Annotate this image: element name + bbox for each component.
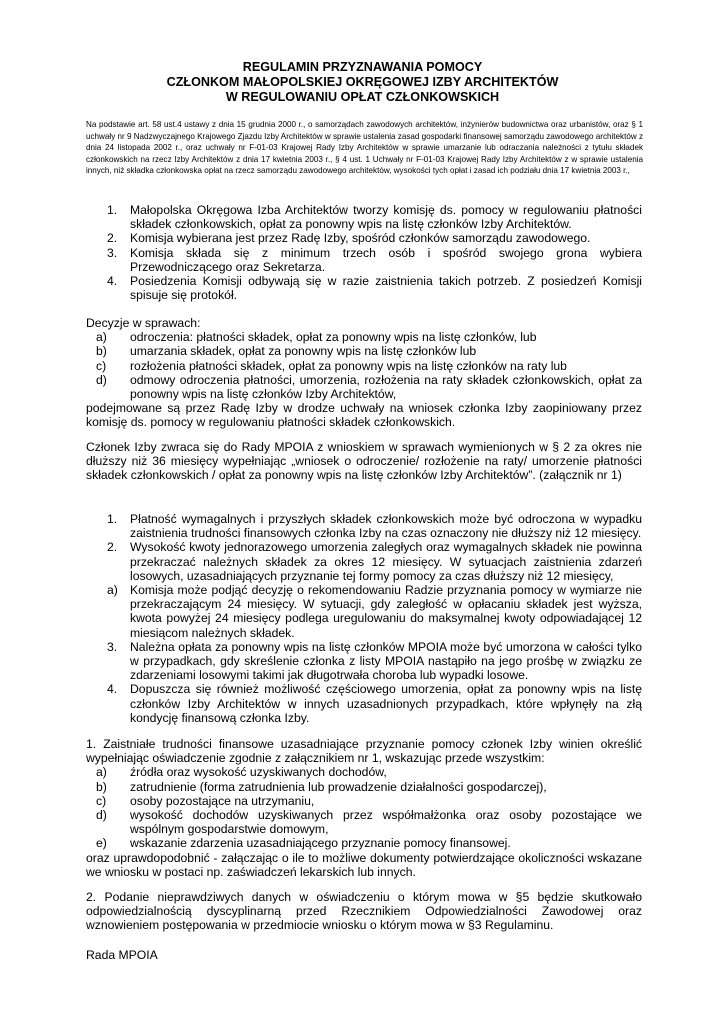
signature: Rada MPOIA — [86, 948, 158, 962]
list-item: a) źródła oraz wysokość uzyskiwanych dochodów, — [96, 765, 387, 780]
list-item: e) wskazanie zdarzenia uzasadniającego przyznanie pomocy finansowej. — [96, 836, 511, 851]
list-item: b) zatrudnienie (forma zatrudnienia lub prowadzenie działalności gospodarczej), — [96, 779, 547, 794]
list-item: b) umarzania składek, opłat za ponowny wpis na listę członków lub — [96, 344, 477, 359]
list-item: d) odmowy odroczenia płatności, umorzenia, rozłożenia na raty składek członkowskich, opłat za ponowny wpis na listę członków Izby Architektów, — [96, 372, 642, 402]
list-item: c) osoby pozostające na utrzymaniu, — [96, 793, 315, 808]
document-title — [60, 60, 665, 105]
section-decisions — [86, 316, 642, 430]
list-item: 4. Posiedzenia Komisji odbywają się w razie zaistnienia takich potrzeb. Z posiedzeń Komisji spisuje się protokół. — [107, 274, 642, 303]
declaration-outro: oraz uprawdopodobnić - załączając o ile to możliwe dokumenty potwierdzające okoliczności wskazane we wniosku w postaci np. zaświadczeń lekarskich lub innych. — [86, 850, 642, 879]
decisions-outro: podejmowane są przez Radę Izby w drodze uchwały na wniosek członka Izby zaopiniowany przez komisję ds. pomocy w regulowaniu płatności składek członkowskich. — [86, 401, 642, 430]
list-item: 1. Małopolska Okręgowa Izba Architektów tworzy komisję ds. pomocy w regulowaniu płatności składek członkowskich, opłat za ponowny wpis na listę członków Izby Architektów. — [107, 203, 642, 232]
title-line-2: CZŁONKOM MAŁOPOLSKIEJ OKRĘGOWEJ IZBY ARCHITEKTÓW — [166, 75, 559, 89]
list-item: 3. Komisja składa się z minimum trzech osób i spośród swojego grona wybiera Przewodniczącego oraz Sekretarza. — [107, 245, 642, 274]
legal-basis-preamble: Na podstawie art. 58 ust.4 ustawy z dnia 15 grudnia 2000 r., o samorządach zawodowych architektów, inżynierów budownictwa oraz urbanistów, oraz § 1 uchwały nr 9 Nadzwyczajnego Krajowego Zjazdu Izby Architektów w sprawie ustalenia zasad gospodarki finansowej samorządu zawodowego architektów z dnia 24 listopada 2002 r., oraz uchwały nr F-01-03 Krajowej Rady Izby Architektów w sprawie umarzanie lub odraczania należności z tytułu składek członkowskich na rzecz Izby Architektów z dnia 17 kwietnia 2003 r., § 4 ust. 1 Uchwały nr F-01-03 Krajowej Rady Izby Architektów z w sprawie ustalenia innych, niż składka członkowska opłat na rzecz samorządu zawodowego architektów, wysokości tych opłat i zasad ich podziału dnia 17 kwietnia 2003 r., — [86, 120, 643, 176]
section-deferral-rules — [86, 512, 642, 725]
decisions-intro: Decyzje w sprawach: — [86, 316, 201, 330]
list-item: a) Komisja może podjąć decyzję o rekomendowaniu Radzie przyznania pomocy w wymiarze nie przekraczającym 24 miesięcy. W sytuacji, gdy zaległość w opłacaniu składek jest wyższa, kwota powyżej 24 miesięcy podlega uregulowaniu do maksymalnej kwoty odpowiadającej 12 miesiącom należnych składek. — [107, 583, 642, 640]
list-item: 3. Należna opłata za ponowny wpis na listę członków MPOIA może być umorzona w całości tylko w przypadkach, gdy skreślenie członka z listy MPOIA nastąpiło na jego prośbę w związku ze zdarzeniami losowymi takimi jak długotrwała choroba lub wypadki losowe. — [107, 639, 642, 683]
list-item: 2. Komisja wybierana jest przez Radę Izby, spośród członków samorządu zawodowego. — [107, 231, 591, 246]
list-item: a) odroczenia: płatności składek, opłat za ponowny wpis na listę członków, lub — [96, 330, 537, 345]
title-line-3: W REGULOWANIU OPŁAT CZŁONKOWSKICH — [225, 90, 500, 104]
section-application: Członek Izby zwraca się do Rady MPOIA z wnioskiem w sprawach wymienionych w § 2 za okres nie dłuższy niż 36 miesięcy wypełniając „wniosek o odroczenie/ rozłożenie na raty/ umorzenie płatności składek członkowskich / opłat za ponowny wpis na listę członków Izby Architektów”. (załącznik nr 1) — [86, 440, 642, 483]
declaration-intro: 1. Zaistniałe trudności finansowe uzasadniające przyznanie pomocy członek Izby winien określić wypełniając oświadczenie zgodnie z załącznikiem nr 1, wskazując przede wszystkim: — [86, 737, 642, 766]
list-item: 2. Wysokość kwoty jednorazowego umorzenia zaległych oraz wymagalnych składek nie powinna przekraczać należnych składek za okres 12 miesięcy. W sytuacjach zaistnienia zdarzeń losowych, uzasadniających przyznanie tej formy pomocy za czas dłuższy niż 12 miesięcy, — [107, 540, 642, 583]
section-commission — [86, 203, 642, 302]
list-item: 1. Płatność wymagalnych i przyszłych składek członkowskich może być odroczona w wypadku zaistnienia trudności finansowych członka Izby na czas oznaczony nie dłuższy niż 12 miesięcy. — [107, 512, 642, 541]
section-false-data: 2. Podanie nieprawdziwych danych w oświadczeniu o którym mowa w §5 będzie skutkowało odpowiedzialnością dyscyplinarną przed Rzecznikiem Odpowiedzialności Zawodowej oraz wznowieniem postępowania w przedmiocie wniosku o którym mowa w §3 Regulaminu. — [86, 890, 642, 933]
title-line-1: REGULAMIN PRZYZNAWANIA POMOCY — [242, 60, 483, 74]
list-item: c) rozłożenia płatności składek, opłat za ponowny wpis na listę członków na raty lub — [96, 358, 567, 373]
section-declaration — [86, 737, 642, 879]
list-item: d) wysokość dochodów uzyskiwanych przez współmałżonka oraz osoby pozostające we wspólnym gospodarstwie domowym, — [96, 808, 642, 837]
list-item: 4. Dopuszcza się również możliwość częściowego umorzenia, opłat za ponowny wpis na listę członków Izby Architektów w innych uzasadnionych przypadkach, które wpłynęły na złą kondycję finansową członka Izby. — [107, 682, 642, 725]
